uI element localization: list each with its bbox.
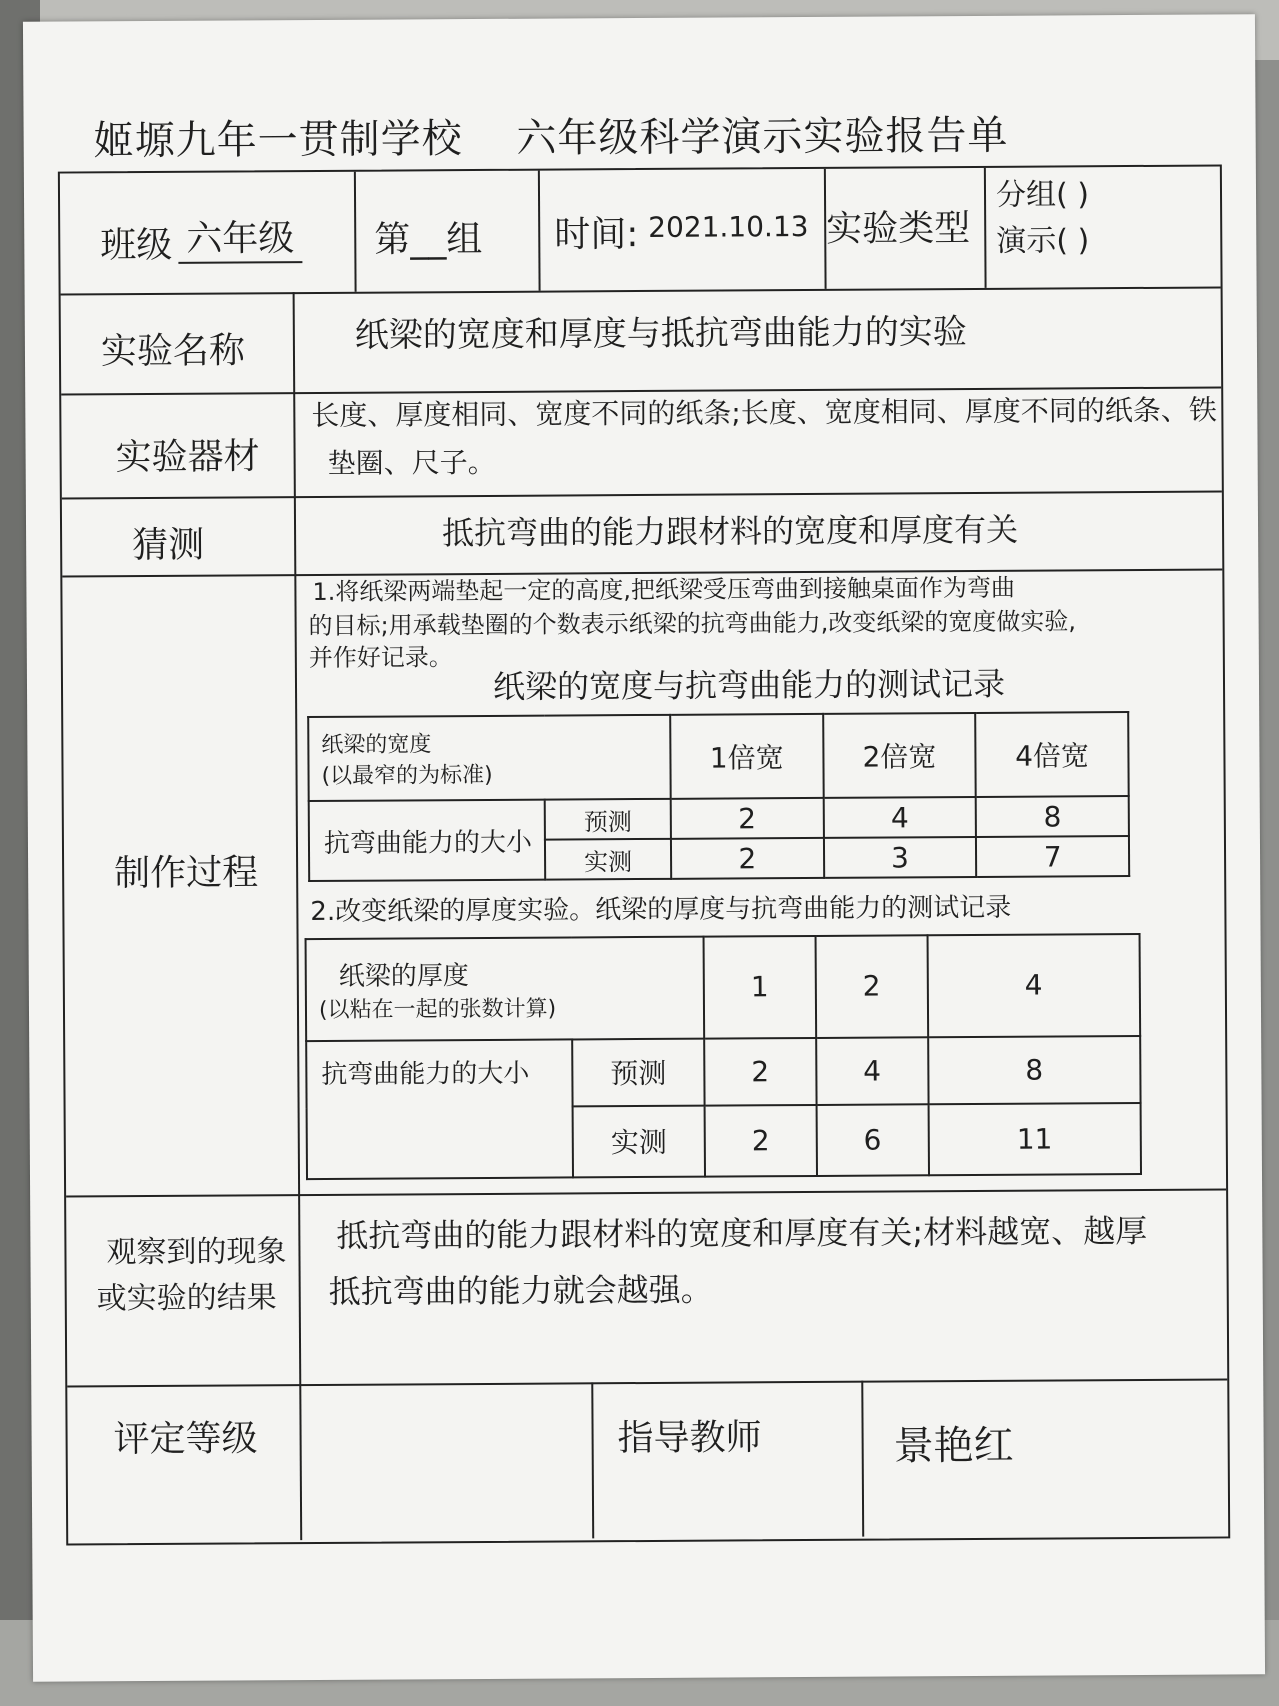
process-label: 制作过程 [114, 852, 259, 895]
grade-label-cell [67, 1384, 302, 1541]
table1-actual-2: 3 [824, 837, 977, 878]
experiment-name-value: 纸梁的宽度和厚度与抵抗弯曲能力的实验 [354, 312, 967, 356]
table1-predict-2: 4 [823, 797, 976, 838]
class-cell [60, 172, 357, 294]
table2-header-cell [306, 937, 705, 1041]
table2-predict-3: 8 [928, 1036, 1141, 1104]
thickness-test-table [305, 933, 1142, 1180]
table1-predict-1: 2 [671, 798, 824, 839]
equipment-row [61, 386, 1222, 499]
table2-actual-2: 6 [816, 1104, 928, 1176]
equipment-line-2: 垫圈、尺子。 [327, 445, 496, 480]
group-cell [356, 171, 541, 292]
table1-header-line-1: 纸梁的宽度 [321, 732, 432, 758]
report-title: 六年级科学演示实验报告单 [516, 112, 1009, 162]
table2-title: 2.改变纸梁的厚度实验。纸梁的厚度与抗弯曲能力的测试记录 [310, 892, 1012, 928]
type-options-cell [986, 166, 1221, 287]
type-label: 实验类型 [826, 207, 971, 250]
guess-row [62, 490, 1222, 577]
process-label-cell [62, 574, 300, 1195]
time-label: 时间: [554, 214, 639, 256]
grade-label: 评定等级 [113, 1418, 258, 1461]
school-name: 姬塬九年一贯制学校 [93, 116, 463, 165]
table2-header-line-2: (以粘在一起的张数计算) [318, 996, 557, 1023]
process-para-line-1: 1.将纸梁两端垫起一定的高度,把纸梁受压弯曲到接触桌面作为弯曲 [312, 573, 1016, 607]
table2-predict-1: 2 [704, 1038, 816, 1106]
table1-col-2: 2倍宽 [823, 713, 976, 798]
table1-row-label: 抗弯曲能力的大小 [309, 800, 545, 881]
time-cell [540, 169, 827, 291]
teacher-label: 指导教师 [617, 1417, 762, 1460]
teacher-label-cell [593, 1381, 864, 1539]
table1-header-line-2: (以最窄的为标准) [321, 762, 493, 789]
page-title [93, 104, 1008, 167]
experiment-name-label-cell [61, 292, 296, 393]
footer-row [67, 1378, 1228, 1541]
equipment-label: 实验器材 [115, 436, 260, 479]
report-form [58, 164, 1230, 1545]
result-line-1: 抵抗弯曲的能力跟材料的宽度和厚度有关;材料越宽、越厚 [336, 1211, 1148, 1255]
table2-actual-3: 11 [928, 1103, 1141, 1175]
table1-predict-3: 8 [976, 796, 1129, 837]
table2-actual-label: 实测 [573, 1105, 705, 1177]
table1-header-cell [308, 715, 671, 801]
grade-value-cell [301, 1382, 594, 1540]
guess-label-cell [62, 496, 296, 575]
type-option-demo: 演示( ) [996, 223, 1090, 259]
table2-col-3: 4 [927, 934, 1140, 1037]
type-option-group: 分组( ) [995, 177, 1090, 213]
type-cell [826, 168, 987, 289]
experiment-name-row [61, 286, 1222, 395]
table2-col-2: 2 [815, 935, 927, 1037]
table2-header-line-1: 纸梁的厚度 [338, 960, 469, 992]
time-value: 2021.10.13 [648, 209, 809, 244]
group-text: 第__组 [374, 218, 483, 261]
class-label: 班级 [100, 224, 173, 267]
result-label-line-1: 观察到的现象 [106, 1234, 287, 1271]
report-sheet-paper [23, 14, 1265, 1681]
guess-value: 抵抗弯曲的能力跟材料的宽度和厚度有关 [441, 510, 1019, 553]
table2-row-label: 抗弯曲能力的大小 [306, 1039, 573, 1179]
table1-col-4: 4倍宽 [975, 712, 1128, 797]
table2-predict-2: 4 [816, 1037, 928, 1105]
experiment-name-label: 实验名称 [100, 330, 246, 373]
process-para-line-2: 的目标;用承载垫圈的个数表示纸梁的抗弯曲能力,改变纸梁的宽度做实验, [308, 607, 1077, 641]
result-label-cell [66, 1194, 301, 1385]
equipment-line-1: 长度、厚度相同、宽度不同的纸条;长度、宽度相同、厚度不同的纸条、铁 [311, 393, 1217, 433]
table1-actual-1: 2 [671, 838, 824, 879]
result-line-2: 抵抗弯曲的能力就会越强。 [328, 1270, 713, 1311]
table2-predict-label: 预测 [572, 1038, 704, 1106]
guess-label: 猜测 [132, 524, 205, 567]
table1-actual-3: 7 [976, 836, 1129, 877]
width-test-table [307, 711, 1130, 882]
process-row [62, 568, 1226, 1197]
result-label-line-2: 或实验的结果 [96, 1280, 277, 1317]
class-value: 六年级 [178, 210, 302, 264]
result-row [66, 1188, 1227, 1387]
table2-col-1: 1 [704, 936, 816, 1038]
table1-predict-label: 预测 [545, 799, 671, 840]
table1-title: 纸梁的宽度与抗弯曲能力的测试记录 [492, 664, 1006, 706]
table1-actual-label: 实测 [545, 839, 671, 880]
info-row [60, 166, 1221, 295]
table1-col-1: 1倍宽 [670, 714, 823, 799]
equipment-label-cell [61, 392, 296, 497]
teacher-name-cell [863, 1378, 1228, 1536]
process-para-line-3: 并作好记录。 [308, 643, 453, 673]
table2-actual-1: 2 [705, 1105, 817, 1177]
teacher-name: 景艳红 [893, 1422, 1014, 1470]
